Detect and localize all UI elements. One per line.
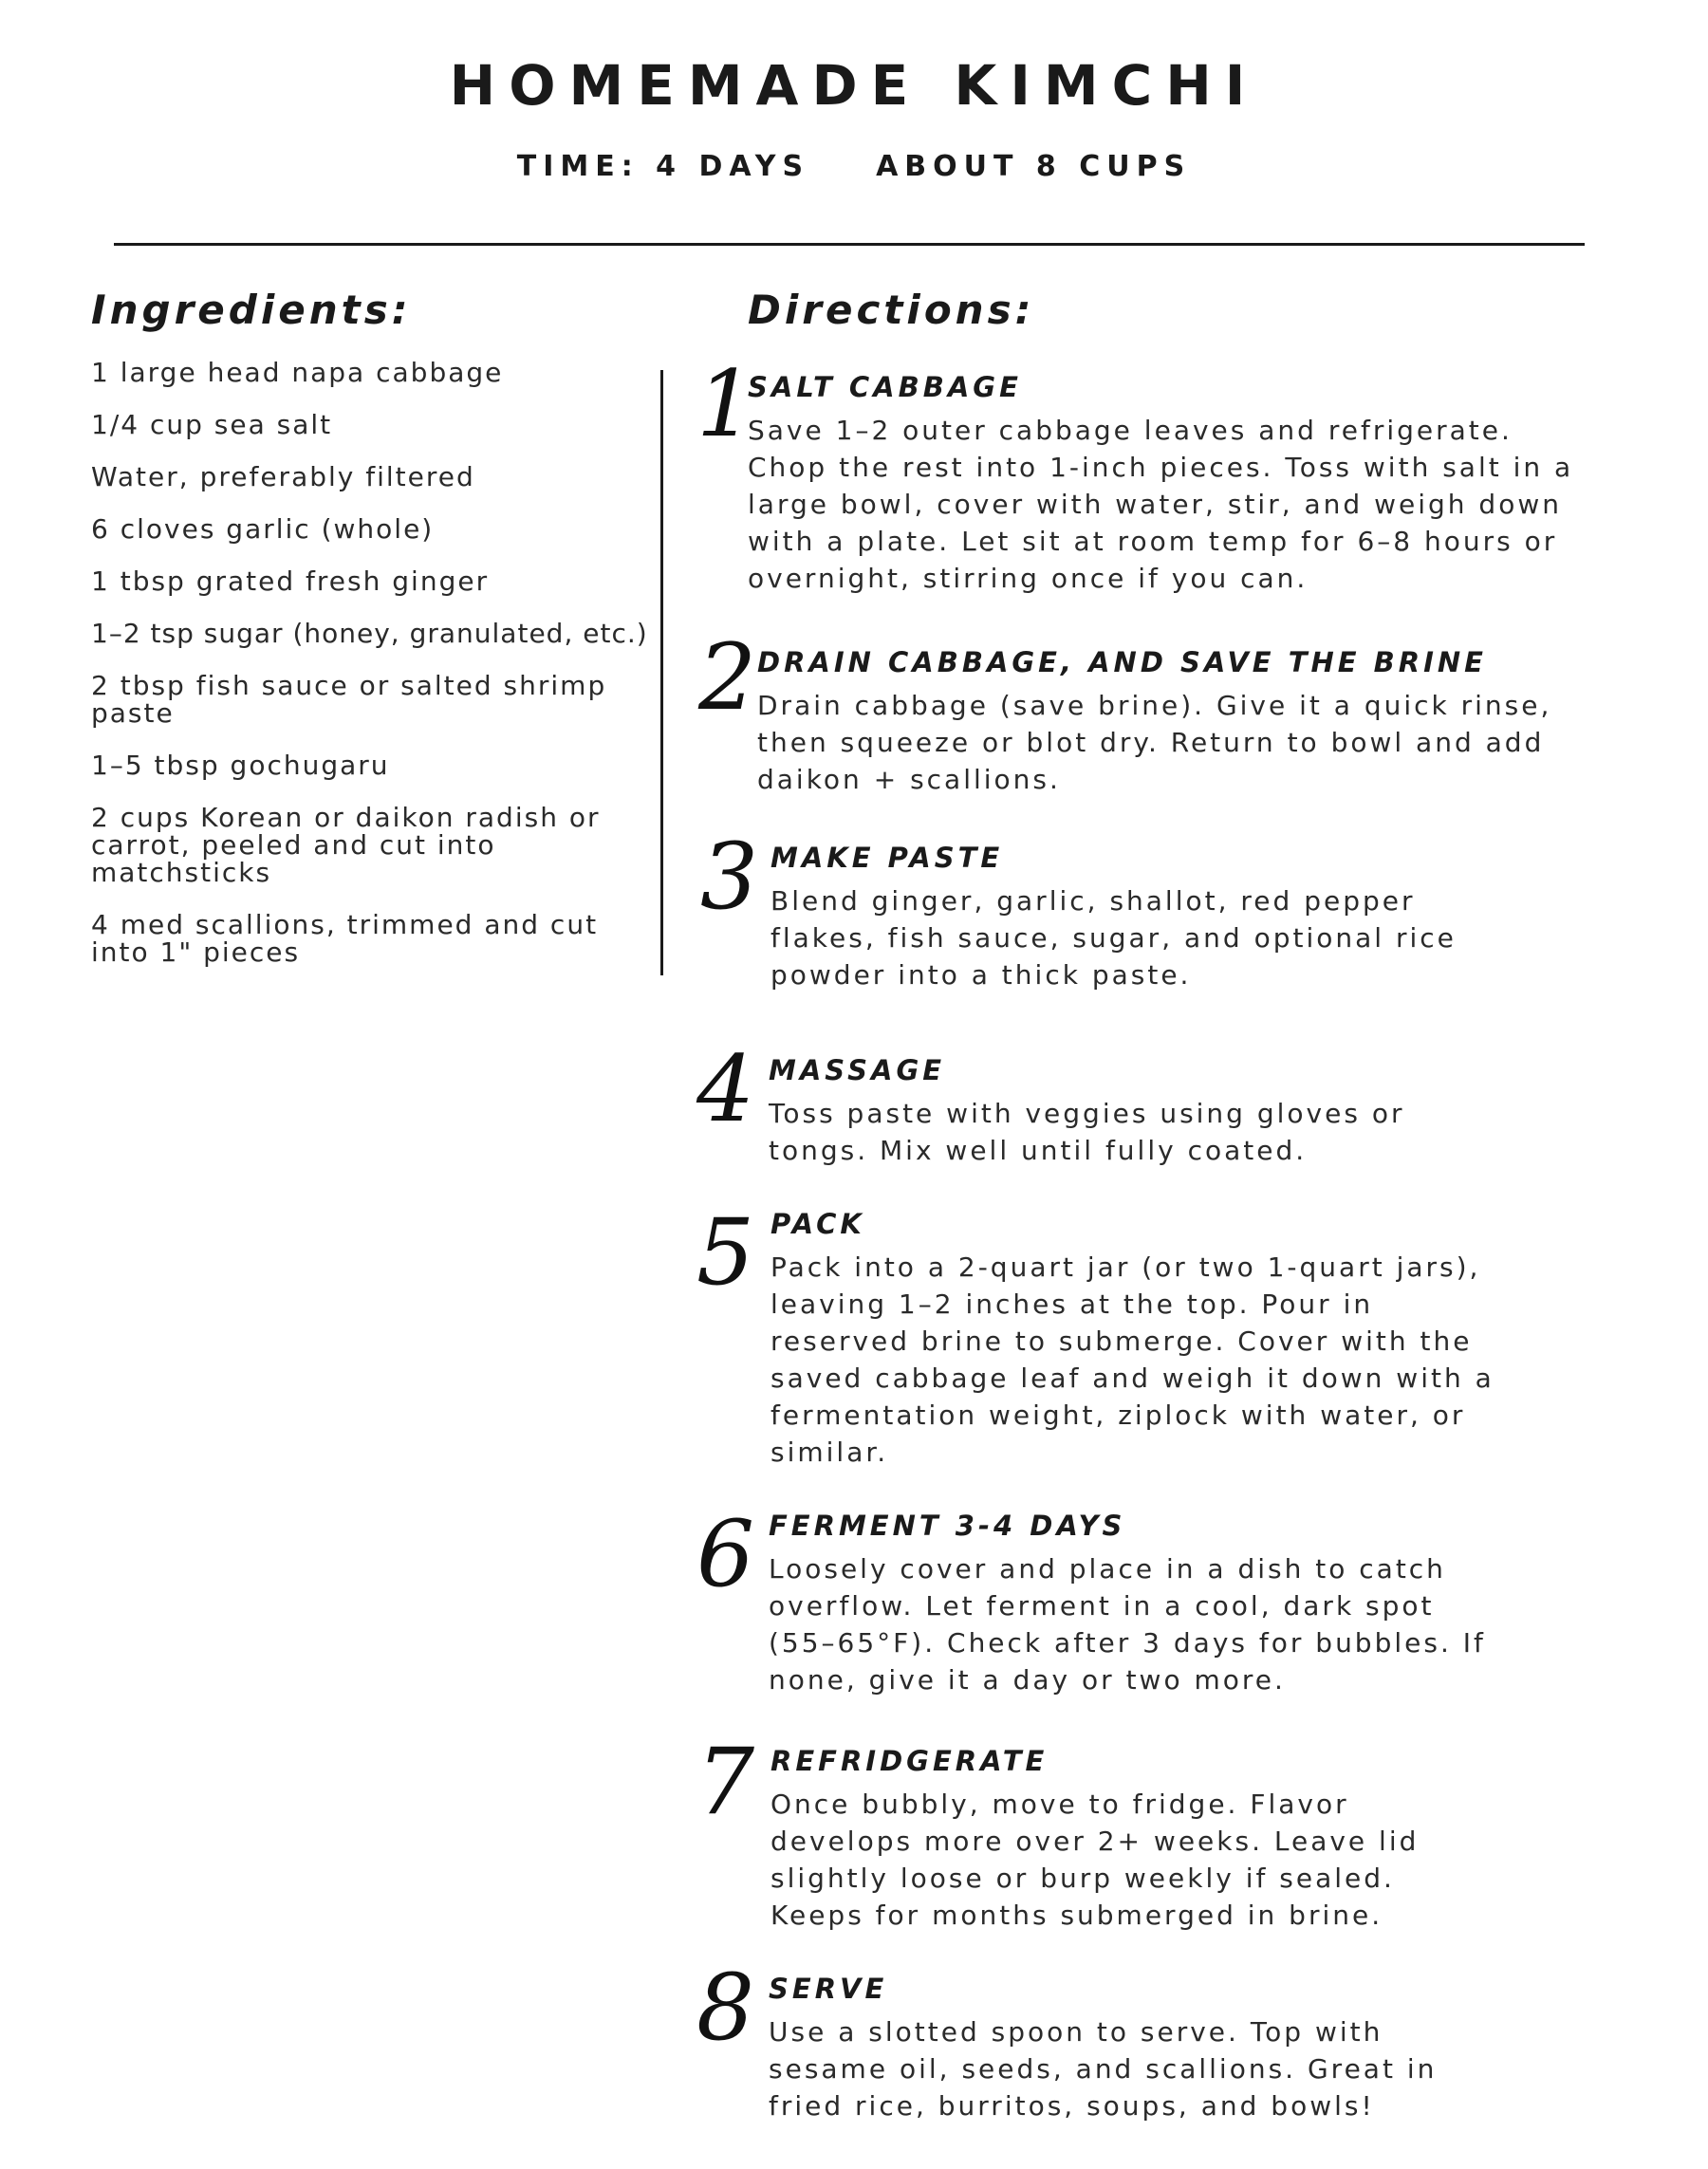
step-1 (748, 370, 1602, 597)
directions-heading: Directions: (748, 287, 1035, 333)
step-title: MAKE PASTE (770, 842, 1004, 874)
step-body: Loosely cover and place in a dish to catch overflow. Let ferment in a cool, dark spot (55–65°F). Check after 3 days for bubbles. If none, give it a day or two more. (769, 1553, 1486, 1696)
step-7 (770, 1744, 1435, 1934)
step-number: 2 (698, 624, 757, 731)
step-body: Toss paste with veggies using gloves or tongs. Mix well until fully coated. (769, 1098, 1405, 1166)
step-title: PACK (770, 1208, 865, 1240)
step-4 (769, 1053, 1471, 1169)
ingredients-list (91, 359, 660, 991)
ingredient-item: 1 large head napa cabbage (91, 357, 504, 388)
step-body: Use a slotted spoon to serve. Top with sesame oil, seeds, and scallions. Great in fried rice, burritos, soups, and bowls! (769, 2016, 1438, 2122)
step-title: REFRIDGERATE (770, 1745, 1049, 1777)
step-title: SALT CABBAGE (748, 371, 1022, 403)
recipe-time: TIME: 4 DAYS (516, 150, 810, 183)
step-title: FERMENT 3-4 DAYS (769, 1510, 1126, 1542)
step-number: 6 (696, 1501, 755, 1607)
step-body: Blend ginger, garlic, shallot, red pepper flakes, fish sauce, sugar, and optional rice powder into a thick paste. (770, 885, 1457, 991)
ingredient-item: 1/4 cup sea salt (91, 409, 333, 440)
ingredients-heading: Ingredients: (91, 287, 412, 333)
step-number: 3 (700, 824, 759, 930)
recipe-yield: ABOUT 8 CUPS (876, 150, 1192, 183)
ingredient-item: 2 cups Korean or daikon radish or carrot, peeled and cut into matchsticks (91, 802, 601, 888)
recipe-meta (0, 150, 1708, 183)
step-3 (770, 841, 1473, 993)
step-title: DRAIN CABBAGE, AND SAVE THE BRINE (757, 646, 1487, 678)
step-6 (769, 1509, 1509, 1698)
step-number: 4 (696, 1036, 755, 1142)
header-divider (114, 243, 1585, 246)
ingredient-item: 6 cloves garlic (whole) (91, 513, 435, 545)
step-5 (770, 1207, 1511, 1471)
step-8 (769, 1972, 1452, 2124)
column-divider (660, 370, 663, 975)
step-number: 7 (696, 1729, 755, 1835)
ingredient-item: 1 tbsp grated fresh ginger (91, 565, 490, 597)
ingredient-item: 1–2 tsp sugar (honey, granulated, etc.) (91, 618, 648, 649)
recipe-title: HOMEMADE KIMCHI (449, 53, 1259, 118)
step-body: Save 1–2 outer cabbage leaves and refrigerate. Chop the rest into 1-inch pieces. Toss with salt in a large bowl, cover with water, stir, and weigh down with a plate. Let sit at room temp for 6–8 hours or overnight, stirring once if you can. (748, 415, 1574, 594)
ingredient-item: 1–5 tbsp gochugaru (91, 750, 390, 781)
step-title: SERVE (769, 1973, 888, 2005)
step-body: Once bubbly, move to fridge. Flavor develops more over 2+ weeks. Leave lid slightly loose or burp weekly if sealed. Keeps for months submerged in brine. (770, 1789, 1420, 1931)
ingredient-item: Water, preferably filtered (91, 461, 475, 492)
step-body: Drain cabbage (save brine). Give it a quick rinse, then squeeze or blot dry. Return to bowl and add daikon + scallions. (757, 690, 1552, 795)
step-title: MASSAGE (769, 1054, 946, 1086)
step-number: 1 (696, 351, 755, 457)
step-number: 5 (696, 1199, 755, 1306)
ingredient-item: 2 tbsp fish sauce or salted shrimp paste (91, 670, 607, 729)
step-body: Pack into a 2-quart jar (or two 1-quart jars), leaving 1–2 inches at the top. Pour in reserved brine to submerge. Cover with the saved cabbage leaf and weigh it down with a fermentation weight, ziplock with water, or similar. (770, 1251, 1494, 1468)
step-number: 8 (696, 1955, 755, 2061)
step-2 (757, 645, 1592, 798)
ingredient-item: 4 med scallions, trimmed and cut into 1" pieces (91, 909, 599, 968)
